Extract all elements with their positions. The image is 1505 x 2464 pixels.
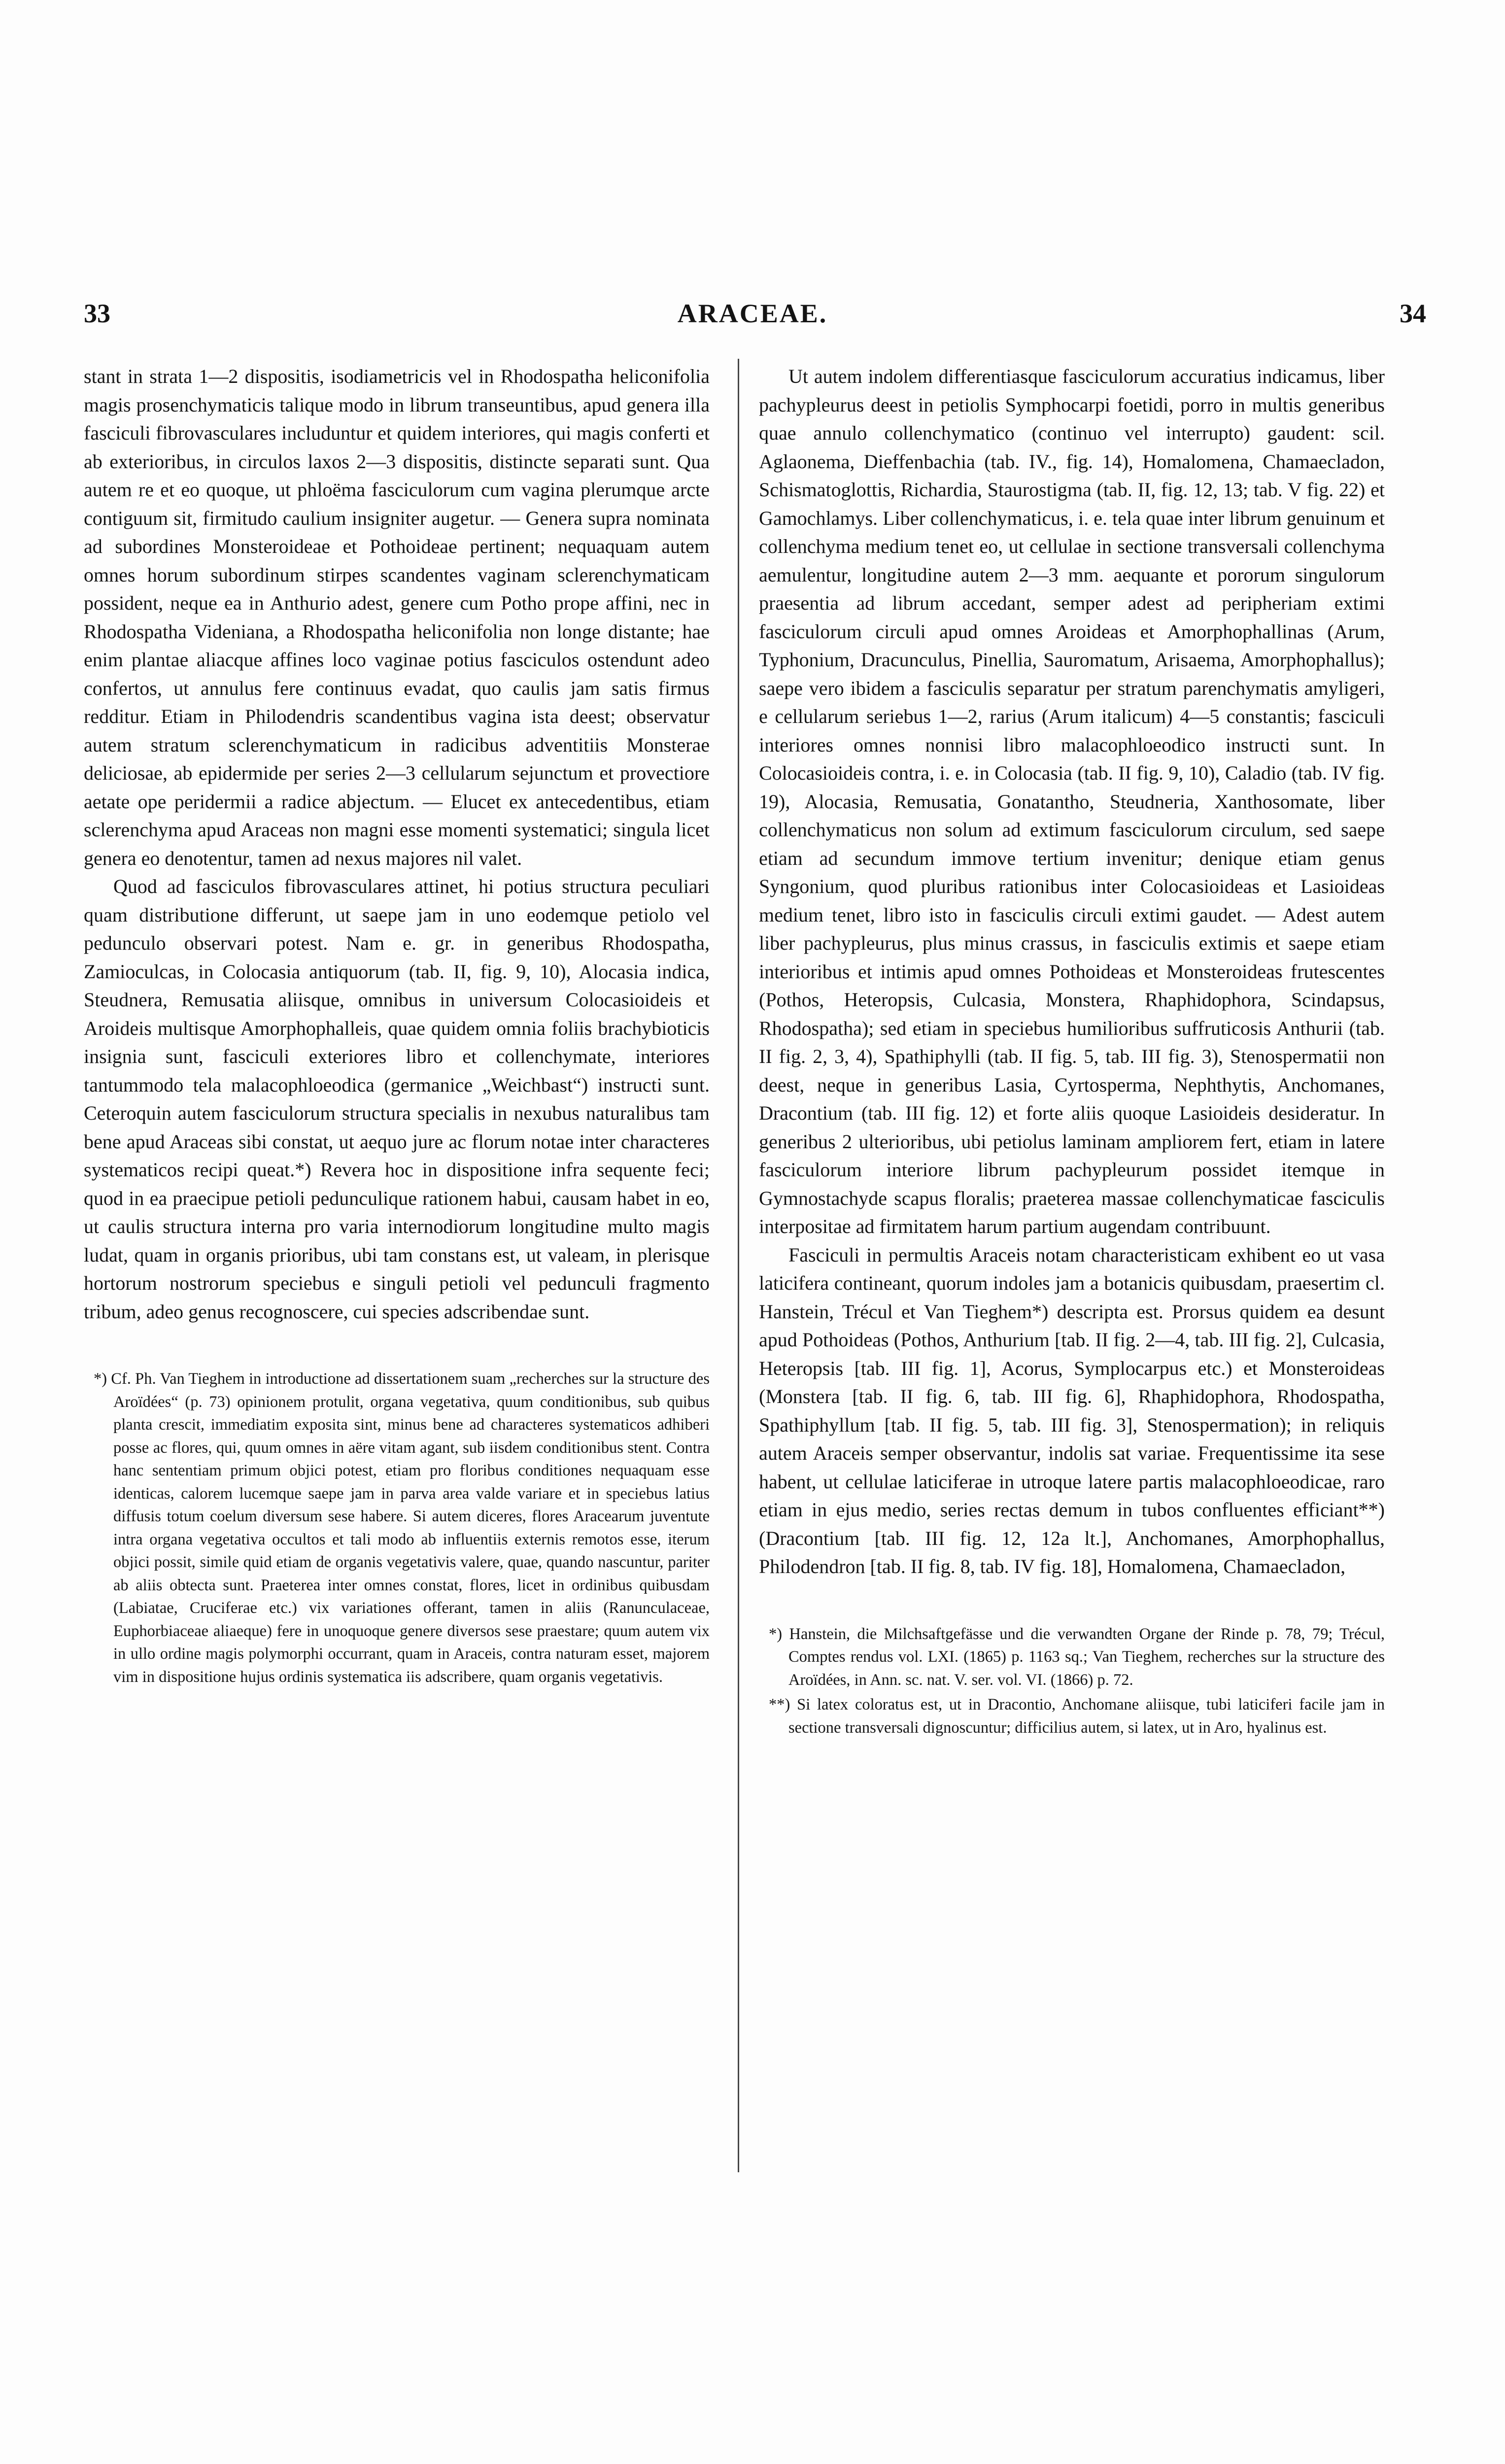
left-paragraph-2: Quod ad fasciculos fibrovasculares attinet, hi potius structura peculiari quam distributione differunt, ut saepe jam in uno eodemque petiolo vel pedunculo observari potest. Nam e. gr. in generibus Rhodospatha, Zamioculcas, in Colocasia antiquorum (tab. II, fig. 9, 10), Alocasia indica, Steudnera, Remusatia aliisque, omnibus in universum Colocasioideis et Aroideis multisque Amorphophalleis, quae quidem omnia foliis brachybioticis insignia sunt, fasciculi exteriores libro et collenchymate, interiores tantummodo tela malacophloeodica (germanice „Weichbast“) instructi sunt. Ceteroquin autem fasciculorum structura specialis in nexubus naturalibus tam bene apud Araceas sibi constat, ut aequo jure ac florum notae inter characteres systematicos recipi queat.*) Revera hoc in dispositione infra sequente feci; quod in ea praecipue petioli pedunculique rationem habui, causam habet in eo, ut caulis structura interna pro varia internodiorum longitudine multo magis ludat, quam in organis prioribus, ubi tam constans est, ut valeam, in plerisque hortorum nostrorum speciebus e singuli petioli vel pedunculi fragmento tribum, adeo genus recognoscere, cui species adscribendae sunt. <box>84 875 710 1323</box>
left-column <box>84 362 710 2407</box>
running-head <box>74 298 1431 342</box>
right-paragraph-2: Fasciculi in permultis Araceis notam characteristicam exhibent eo ut vasa laticifera contineant, quorum indoles jam a botanicis quibusdam, praesertim cl. Hanstein, Trécul et Van Tieghem*) descripta est. Prorsus quidem ea desunt apud Pothoideas (Pothos, Anthurium [tab. II fig. 2—4, tab. III fig. 2], Culcasia, Heteropsis [tab. III fig. 1], Acorus, Symplocarpus etc.) et Monsteroideas (Monstera [tab. II fig. 6, tab. III fig. 6], Rhaphidophora, Rhodospatha, Spathiphyllum [tab. II fig. 5, tab. III fig. 3], Stenospermation); in reliquis autem Araceis semper observantur, indolis sat variae. Frequentissime ita sese habent, ut cellulae laticiferae in utroque latere partis malacophloeodicae, raro etiam in ejus medio, series rectas demum in tubos confluentes efficiant**) (Dracontium [tab. III fig. 12, 12a lt.], Anchomanes, Amorphophallus, Philodendron [tab. II fig. 8, tab. IV fig. 18], Homalomena, Chamaecladon, <box>759 1243 1385 1577</box>
page-number-left: 33 <box>84 299 110 328</box>
left-footnote-1: *) Cf. Ph. Van Tieghem in introductione ad dissertationem suam „recherches sur la structure des Aroïdées“ (p. 73) opinionem protulit, organa vegetativa, quum conditionibus, sub quibus planta crescit, immediatim exposita sint, minus bene ad characteres systematicos adhiberi posse ac flores, qui, quum omnes in aëre vitam agant, sub iisdem conditionibus stent. Contra hanc sententiam primum objici potest, etiam pro floribus conditiones nequaquam esse identicas, calorem lucemque saepe jam in parva area valde variare et in speciebus latius diffusis totum coelum diversum sese habere. Si autem diceres, flores Aracearum juventute intra organa vegetativa occultos et tali modo ab influentiis externis remotos esse, iterum objici possit, simile quid etiam de organis vegetativis valere, quae, quando nascuntur, pariter ab aliis obtecta sunt. Praeterea inter omnes constat, flores, licet in ordinibus quibusdam (Labiatae, Cruciferae etc.) vix variationes offerant, tamen in aliis (Ranunculaceae, Euphorbiaceae aliaeque) fere in unoquoque genere diversos sese praestare; quum autem vix in ullo ordine magis polymorphi occurrant, quam in Araceis, contra naturam esset, majorem vim in dispositione hujus ordinis systematica iis adscribere, quam organis vegetativis. <box>94 1370 710 1686</box>
column-divider <box>738 359 739 2172</box>
right-footnote-2: **) Si latex coloratus est, ut in Dracontio, Anchomane aliisque, tubi laticiferi facile jam in sectione transversali dignoscuntur; difficilius autem, si latex, ut in Aro, hyalinus est. <box>769 1696 1385 1737</box>
right-footnotes <box>759 1623 1385 1740</box>
left-footnotes <box>84 1368 710 1688</box>
page-title: ARACEAE. <box>677 299 828 328</box>
right-paragraph-1: Ut autem indolem differentiasque fasciculorum accuratius indicamus, liber pachypleurus deest in petiolis Symphocarpi foetidi, porro in multis generibus quae annulo collenchymatico (continuo vel interrupto) gaudent: scil. Aglaonema, Dieffenbachia (tab. IV., fig. 14), Homalomena, Chamaecladon, Schismatoglottis, Richardia, Staurostigma (tab. II, fig. 12, 13; tab. V fig. 22) et Gamochlamys. Liber collenchymaticus, i. e. tela quae inter librum genuinum et collenchyma medium tenet eo, ut cellulae in sectione transversali collenchyma aemulentur, longitudine autem 2—3 mm. aequante et pororum singulorum praesentia ad librum accedant, semper adest ad peripheriam extimi fasciculorum circuli apud omnes Aroideas et Amorphophallinas (Arum, Typhonium, Dracunculus, Pinellia, Sauromatum, Arisaema, Amorphophallus); saepe vero ibidem a fasciculis separatur per stratum parenchymatis amyligeri, e cellularum seriebus 1—2, rarius (Arum italicum) 4—5 constantis; fasciculi interiores omnes nonnisi libro malacophloeodico instructi sunt. In Colocasioideis contra, i. e. in Colocasia (tab. II fig. 9, 10), Caladio (tab. IV fig. 19), Alocasia, Remusatia, Gonatantho, Steudneria, Xanthosomate, liber collenchymaticus non solum ad extimum fasciculorum circulum, sed saepe etiam ad secundum immove tertium invenitur; denique etiam genus Syngonium, quod pluribus rationibus inter Colocasioideas et Lasioideas medium tenet, libro isto in fasciculis circuli extimi gaudet. — Adest autem liber pachypleurus, plus minus crassus, in fasciculis extimis et saepe etiam interioribus et intimis apud omnes Pothoideas et Monsteroideas frutescentes (Pothos, Heteropsis, Culcasia, Monstera, Rhaphidophora, Scindapsus, Rhodospatha); sed etiam in speciebus humilioribus suffruticosis Anthurii (tab. II fig. 2, 3, 4), Spathiphylli (tab. II fig. 5, tab. III fig. 3), Stenospermatii non deest, neque in generibus Lasia, Cyrtosperma, Nephthytis, Anchomanes, Dracontium (tab. III fig. 12) et forte aliis quoque Lasioideis desideratur. In generibus 2 ulterioribus, ubi petiolus laminam ampliorem fert, etiam in latere fasciculorum interiore librum pachypleurum possidet itemque in Gymnostachyde scapus floralis; praeterea massae collenchymaticae fasciculis interpositae ad firmitatem harum partium augendam contribuunt. <box>759 365 1385 1237</box>
right-footnote-1: *) Hanstein, die Milchsaftgefässe und die verwandten Organe der Rinde p. 78, 79; Trécul, Comptes rendus vol. LXI. (1865) p. 1163 sq.; Van Tieghem, recherches sur la structure des Aroïdées, in Ann. sc. nat. V. ser. vol. VI. (1866) p. 72. <box>769 1625 1385 1689</box>
left-paragraph-1: stant in strata 1—2 dispositis, isodiametricis vel in Rhodospatha heliconifolia magis prosenchymaticis talique modo in librum transeuntibus, apud genera illa fasciculi fibrovasculares includuntur et quidem interiores, qui magis conferti et ab exterioribus, in circulos laxos 2—3 dispositis, distincte separati sunt. Qua autem re et eo quoque, ut phloëma fasciculorum cum vagina plerumque arcte contiguum sit, firmitudo caulium insigniter augetur. — Genera supra nominata ad subordines Monsteroideae et Pothoideae pertinent; nequaquam autem omnes horum subordinum stirpes scandentes vaginam sclerenchymaticam possident, neque ea in Anthurio adest, genere cum Potho prope affini, nec in Rhodospatha Videniana, a Rhodospatha heliconifolia non longe distante; hae enim plantae aliacque affines loco vaginae potius fasciculos ostendunt adeo confertos, ut annulus fere continuus evadat, quo caulis jam satis firmus redditur. Etiam in Philodendris scandentibus vagina ista deest; observatur autem stratum sclerenchymaticum in radicibus adventitiis Monsterae deliciosae, ab epidermide per series 2—3 cellularum sejunctum et provectiore aetate ope peridermii a radice abjectum. — Elucet ex antecedentibus, etiam sclerenchyma apud Araceas non magni esse momenti systematici; singula licet genera eo denotentur, tamen ad nexus majores nil valet. <box>84 365 710 869</box>
right-column <box>759 362 1385 2407</box>
page-number-right: 34 <box>1400 299 1426 328</box>
